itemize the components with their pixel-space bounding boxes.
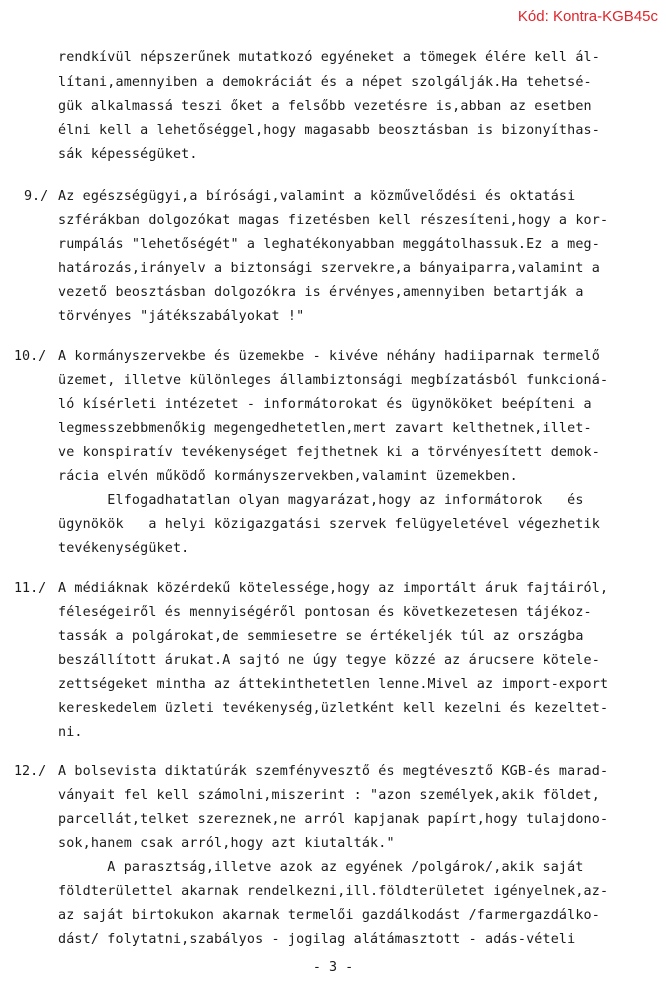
section-number: 10./ — [14, 349, 47, 364]
section-line: üzemet, illetve különleges állambiztonsági megbízatásból funkcioná- — [58, 373, 609, 388]
section-line: törvényes "játékszabályokat !" — [58, 309, 305, 324]
section-line: szférákban dolgozókat magas fizetésben kell részesíteni,hogy a kor- — [58, 213, 609, 228]
section-line: tassák a polgárokat,de semmiesetre se értékeljék túl az országba — [58, 629, 584, 644]
section-line: féleségeiről és mennyiségéről pontosan és következetesen tájékoz- — [58, 605, 592, 620]
section-line: A médiáknak közérdekű kötelessége,hogy az importált áruk fajtáiról, — [58, 581, 609, 596]
section-line: beszállított árukat.A sajtó ne úgy tegye közzé az árucsere kötele- — [58, 653, 600, 668]
section-line: dást/ folytatni,szabályos - jogilag alátámasztott - adás-vételi — [58, 932, 576, 947]
section-line: ló kísérleti intézetet - informátorokat és ügynököket beépíteni a — [58, 397, 592, 412]
document-code-stamp: Kód: Kontra-KGB45c — [517, 8, 658, 25]
section-line: sok,hanem csak arról,hogy azt kiutalták." — [58, 836, 395, 851]
section-line: határozás,irányelv a biztonsági szervekre,a bányaiparra,valamint a — [58, 261, 600, 276]
section-line: földterülettel akarnak rendelkezni,ill.földterületet igényelnek,az- — [58, 884, 609, 899]
section-line: ügynökök a helyi közigazgatási szervek felügyeletével végezhetik — [58, 517, 600, 532]
section-line: zettségeket mintha az áttekinthetetlen lenne.Mivel az import-export — [58, 677, 609, 692]
section-line: Elfogadhatatlan olyan magyarázat,hogy az informátorok és — [58, 493, 584, 508]
section-line: rumpálás "lehetőségét" a leghatékonyabban meggátolhassuk.Ez a meg- — [58, 237, 600, 252]
section-line: A kormányszervekbe és üzemekbe - kivéve néhány hadiiparnak termelő — [58, 349, 600, 364]
section-line: Az egészségügyi,a bírósági,valamint a közművelődési és oktatási — [58, 189, 576, 204]
intro-line: sák képességüket. — [58, 147, 198, 162]
intro-line: élni kell a lehetőséggel,hogy magasabb beosztásban is bizonyíthas- — [58, 123, 600, 138]
section-number: 11./ — [14, 581, 47, 596]
page-number: - 3 - — [312, 960, 354, 975]
section-line: ványait fel kell számolni,miszerint : "azon személyek,akik földet, — [58, 788, 600, 803]
intro-line: gük alkalmassá teszi őket a felsőbb vezetésre is,abban az esetben — [58, 99, 592, 114]
intro-line: lítani,amennyiben a demokráciát és a népet szolgálják.Ha tehetsé- — [58, 75, 592, 90]
section-line: tevékenységüket. — [58, 541, 190, 556]
section-line: ve konspiratív tevékenységet fejthetnek ki a törvényesített demok- — [58, 445, 600, 460]
section-number: 12./ — [14, 764, 47, 779]
section-line: legmesszebbmenőkig megengedhetetlen,mert zavart kelthetnek,illet- — [58, 421, 592, 436]
section-line: az saját birtokukon akarnak termelői gazdálkodást /farmergazdálko- — [58, 908, 600, 923]
section-line: A bolsevista diktatúrák szemfényvesztő és megtévesztő KGB-és marad- — [58, 764, 609, 779]
section-line: rácia elvén működő kormányszervekben,valamint üzemekben. — [58, 469, 518, 484]
section-line: ni. — [58, 725, 83, 740]
section-line: kereskedelem üzleti tevékenység,üzletként kell kezelni és kezeltet- — [58, 701, 609, 716]
section-line: A parasztság,illetve azok az egyének /polgárok/,akik saját — [58, 860, 584, 875]
section-line: vezető beosztásban dolgozókra is érvényes,amennyiben betartják a — [58, 285, 584, 300]
intro-line: rendkívül népszerűnek mutatkozó egyéneket a tömegek élére kell ál- — [58, 50, 600, 65]
section-number: 9./ — [24, 189, 49, 204]
section-line: parcellát,telket szereznek,ne arról kapjanak papírt,hogy tulajdono- — [58, 812, 609, 827]
